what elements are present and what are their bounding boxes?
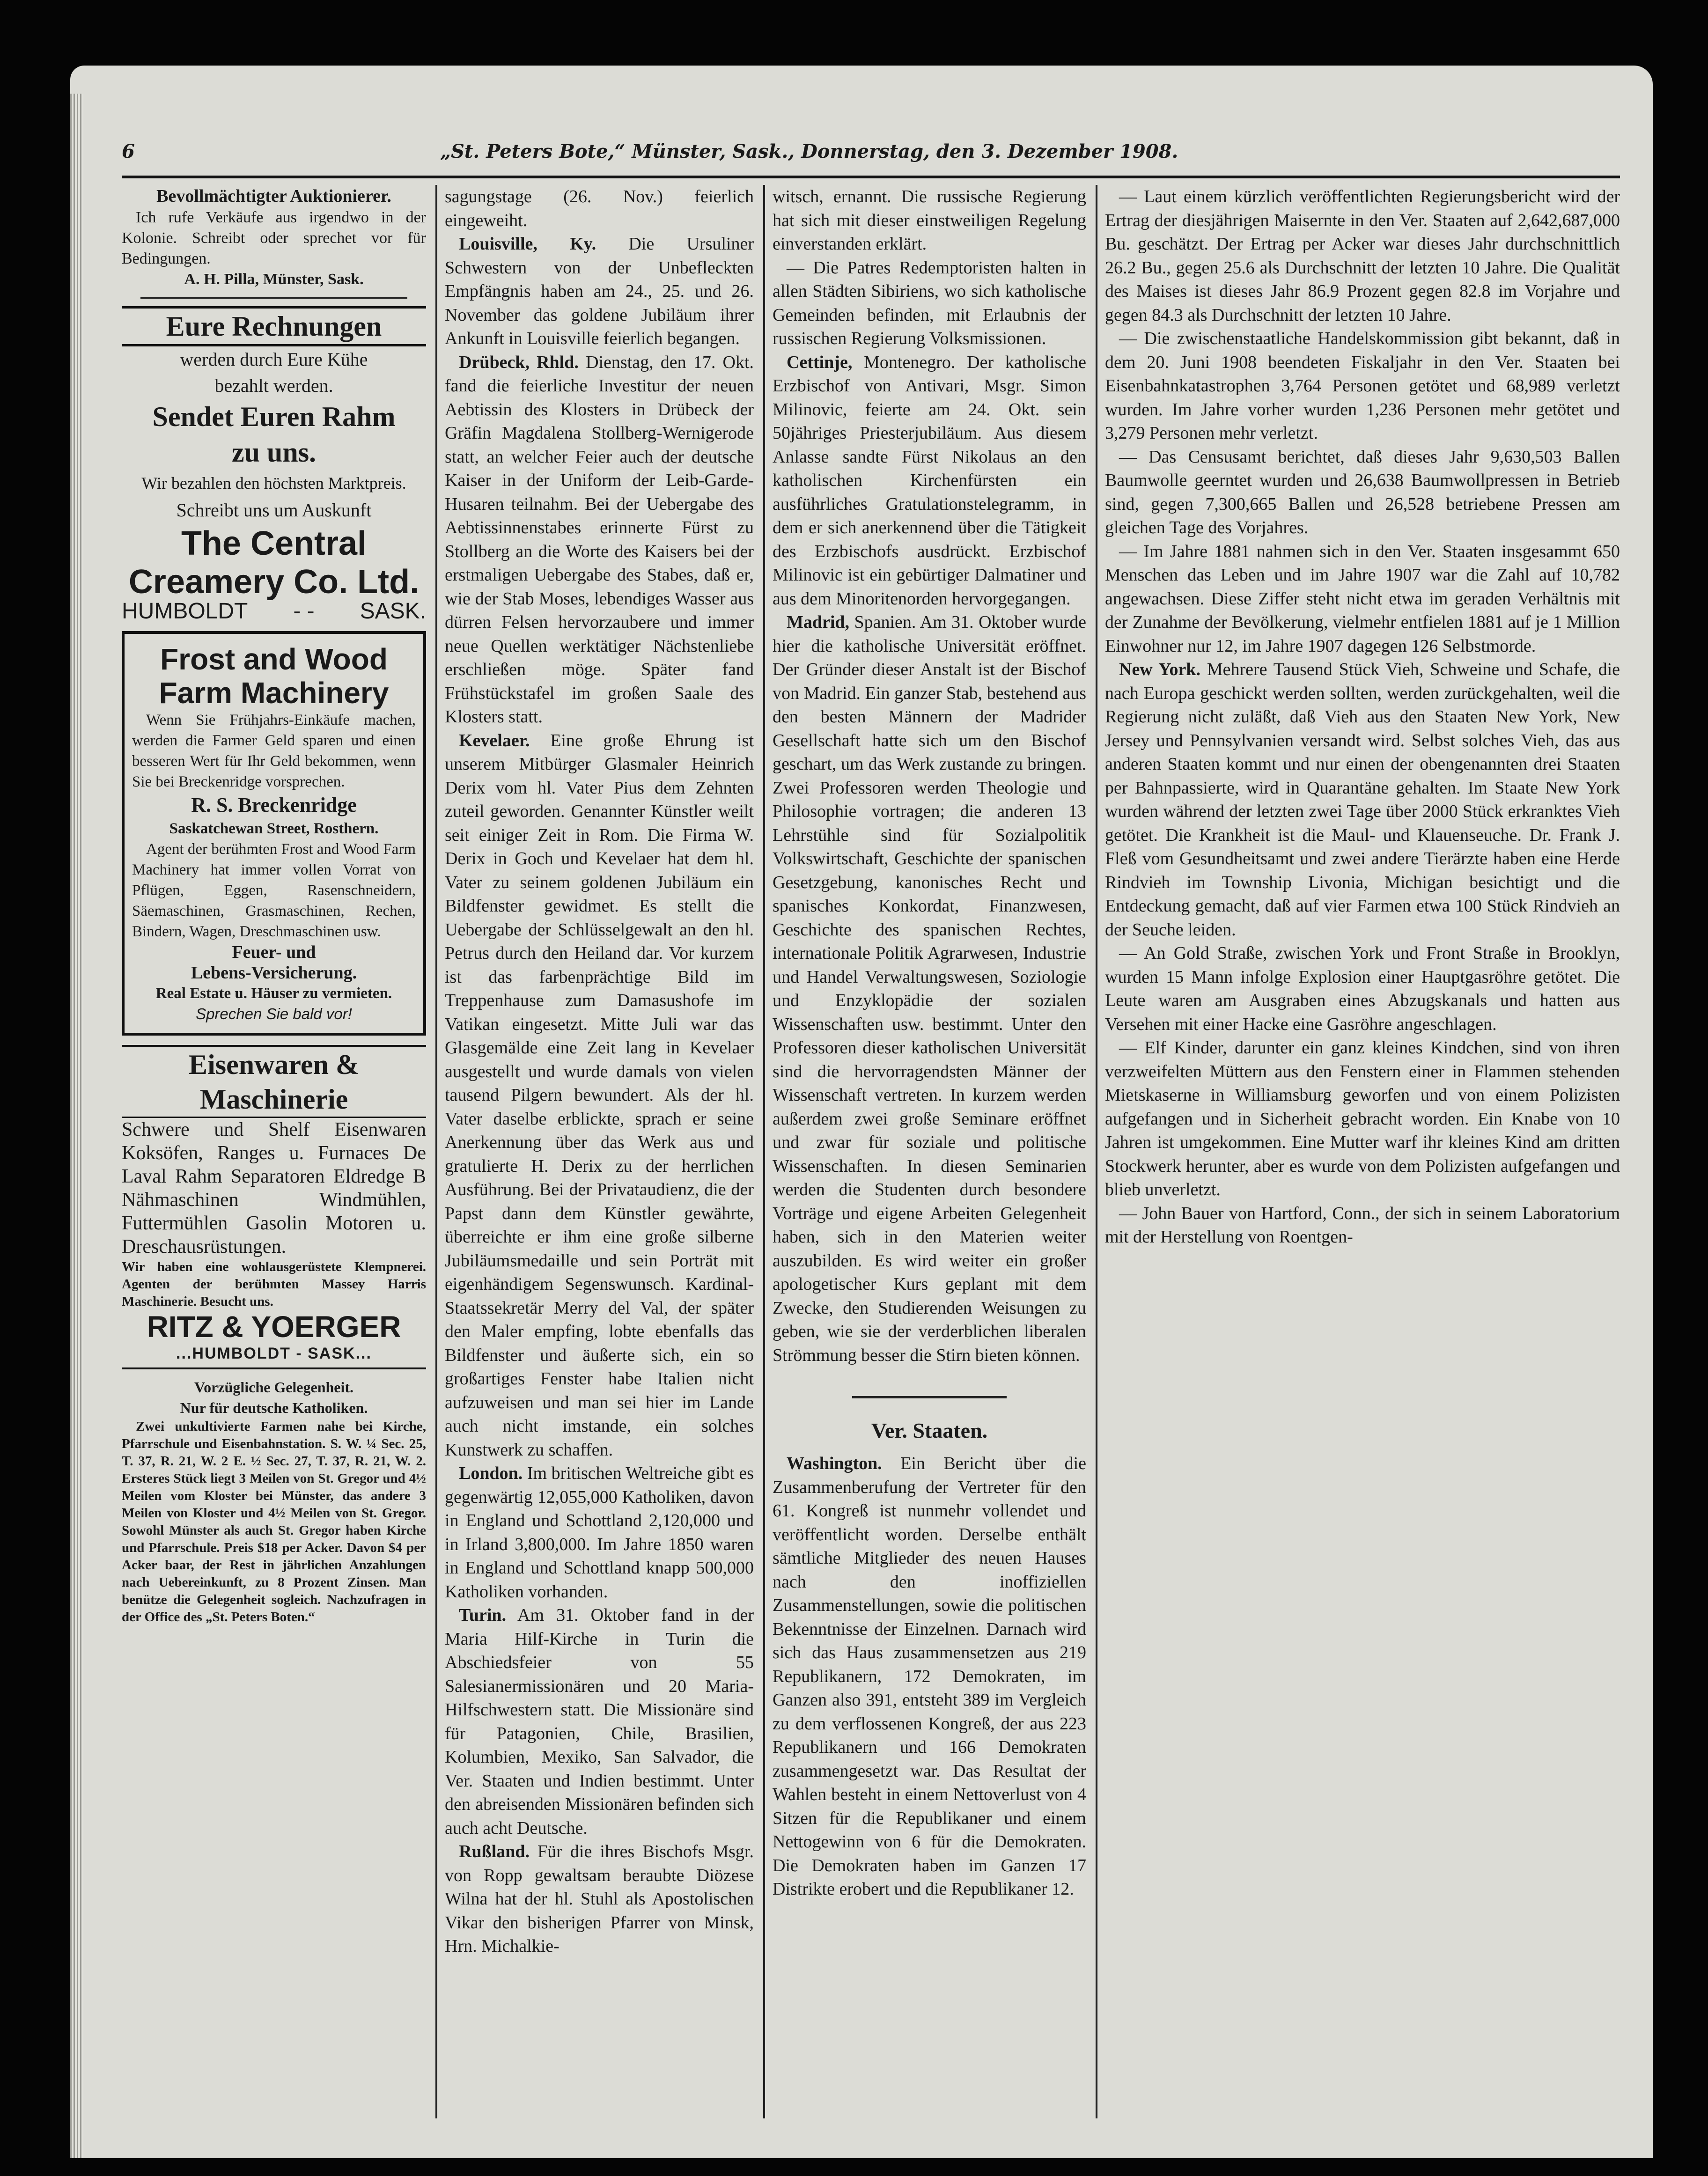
article-continuation: witsch, ernannt. Die russische Regierung hat sich mit dieser einstweiligen Regelung einverstanden erklärt. (773, 187, 1086, 254)
article-madrid (773, 610, 1086, 1367)
article-cettinje (773, 351, 1086, 611)
frost-wood-ad-visit: Sprechen Sie bald vor! (196, 1005, 352, 1022)
book-page-edges (70, 94, 83, 2158)
dateline: Rußland. (459, 1842, 530, 1861)
frost-wood-ad-real-estate: Real Estate u. Häuser zu vermieten. (155, 985, 392, 1002)
creamery-ad-location (122, 601, 426, 622)
article-text: Im britischen Weltreiche gibt es gegenwärtig 12,055,000 Katholiken, davon in England und Schottland 2,120,000 und in Irland 3,800,000. Im Jahre 1850 waren in England und Schottland knapp 500,000 Katholiken vorhanden. (445, 1463, 754, 1602)
column-divider (763, 185, 765, 2118)
news-column-4 (1105, 185, 1620, 2118)
article-continuation: sagungstage (26. Nov.) feierlich eingeweiht. (445, 187, 754, 230)
article-louisville (445, 232, 754, 351)
creamery-ad-city: HUMBOLDT (122, 599, 248, 624)
article-kevelaer (445, 729, 754, 1462)
creamery-ad-headline: zu uns. (231, 437, 317, 468)
dateline: Cettinje, (787, 352, 853, 372)
hardware-ad-body: Schwere und Shelf Eisenwaren Koksöfen, Ranges u. Furnaces De Laval Rahm Separatoren Eldredge B Nähmaschinen Windmühlen, Futtermühlen Gasolin Motoren u. Dreschausrüstungen. (122, 1119, 426, 1257)
article-russland (445, 1840, 754, 1958)
dateline: Madrid, (787, 612, 850, 632)
frost-wood-ad-insurance: Feuer- und (232, 942, 316, 962)
article-selbstmorde: — Im Jahre 1881 nahmen sich in den Ver. Staaten insgesammt 650 Menschen das Leben und im Jahre 1907 war die Zahl auf 10,782 angewachsen. Diese Ziffer steht nicht etwa im geraden Verhältnis mit der Zunahme der Bevölkerung, vielmehr entfielen 1881 auf je 1 Million Einwohner nur 12, im Jahre 1907 dagegen 126 Selbstmorde. (1105, 541, 1620, 656)
hardware-ad-city: ...HUMBOLDT - SASK... (122, 1343, 426, 1369)
creamery-ad (122, 306, 426, 622)
article-text: Am 31. Oktober fand in der Maria Hilf-Kirche in Turin die Abschiedsfeier von 55 Salesianermissionären und 20 Maria-Hilfschwestern statt. Die Missionäre sind für Patagonien, Chile, Brasilien, Kolumbien, Mexiko, San Salvador, die Ver. Staaten und Indien bestimmt. Unter den abreisenden Missionären befinden sich auch acht Deutsche. (445, 1605, 754, 1838)
frost-wood-ad-intro: Wenn Sie Frühjahrs-Einkäufe machen, werden die Farmer Geld sparen und einen besseren Wert für Ihr Geld bekommen, wenn Sie bei Breckenridge vorsprechen. (132, 712, 416, 790)
article-text: Dienstag, den 17. Okt. fand die feierliche Investitur der neuen Aebtissin des Klosters in Drübeck der Gräfin Magdalena Stollberg-Wernigerode statt, an welcher Feier auch der deutsche Kaiser in der Uniform der Leib-Garde-Husaren teilnahm. Bei der Uebergabe des Aebtissinnenstabes erinnerte Fürst zu Stollberg an die Worte des Kaisers bei der erstmaligen Uebergabe des Stabes, daß er, wie der Stab Moses, lebendiges Wasser aus dürren Felsen hervorzaubere und immer neue Quellen werktätiger Nächstenliebe erschließen möge. Später fand Frühstückstafel im großen Saale des Klosters statt. (445, 352, 754, 727)
article-text: Montenegro. Der katholische Erzbischof von Antivari, Msgr. Simon Milinovic, feierte am 24. Okt. sein 50jähriges Priesterjubiläum. Aus diesem Anlasse sandte Fürst Nikolaus an den katholischen Kirchenfürsten ein ausführliches Gratulationstelegramm, in dem er sich anerkennend über die Tätigkeit des Erzbischofs ausdrückt. Erzbischof Milinovic ist ein gebürtiger Dalmatiner und aus dem Minoritenorden hervorgegangen. (773, 352, 1086, 609)
farm-offer-title: Vorzügliche Gelegenheit. (194, 1379, 354, 1396)
creamery-ad-line: Wir bezahlen den höchsten Marktpreis. (141, 474, 406, 493)
creamery-ad-title: Eure Rechnungen (122, 306, 426, 346)
article-text: Ein Bericht über die Zusammenberufung der Vertreter für den 61. Kongreß ist nunmehr vollendet und veröffentlicht worden. Derselbe enthält sämtliche Mitglieder des neuen Hauses nach den inoffiziellen Zusammenstellungen, sowie die politischen Bekenntnisse der Einzelnen. Darnach wird sich das Haus zusammensetzen aus 219 Republikanern, 172 Demokraten, im Ganzen also 391, entsteht 389 im Vergleich zu dem verflossenen Kongreß, der aus 223 Republikanern und 166 Demokraten zusammengesetzt war. Das Resultat der Wahlen besteht in einem Nettoverlust von 4 Sitzen für die Republikaner und einem Nettogewinn von 6 für die Demokraten. Die Demokraten haben im Ganzen 17 Distrikte erobert und die Republikaner 12. (773, 1454, 1086, 1899)
column-divider (435, 185, 437, 2118)
hardware-ad-firm: RITZ & YOERGER (147, 1310, 401, 1344)
article-text: Mehrere Tausend Stück Vieh, Schweine und Schafe, die nach Europa geschickt werden sollten, werden zurückgehalten, weil die Regierung nicht zuläßt, daß Vieh aus den Staaten New York, New Jersey und Pennsylvanien versandt wird. Selbst solches Vieh, das aus anderen Staaten kommt und nur einen der obengenannten drei Staaten per Bahnpassierte, wird in Quarantäne gehalten. Im Staate New York wurden während der letzten zwei Tage über 2000 Stück erkranktes Vieh getötet. Die Krankheit ist die Maul- und Klauenseuche. Dr. Frank J. Fleß vom Gesundheitsamt und zwei andere Tierärzte haben eine Herde Rindvieh im Township Livonia, Michigan besichtigt und die Entdeckung gemacht, daß auf vier Farmen etwa 100 Stück Rindvieh an der Seuche leiden. (1105, 660, 1620, 940)
frost-wood-ad-title: Frost and Wood Farm Machinery (159, 642, 389, 710)
article-handelskommission: — Die zwischenstaatliche Handelskommission gibt bekannt, daß in dem 20. Juni 1908 beendeten Fiskaljahr in den Ver. Staaten bei Eisenbahnkatastrophen 3,764 Personen getötet und 68,989 verletzt wurden. Im Jahre vorher wurden 1,236 Personen mehr getötet und 3,279 Personen mehr verletzt. (1105, 329, 1620, 443)
dateline: Kevelaer. (459, 730, 530, 750)
page-number: 6 (122, 140, 135, 162)
auctioneer-ad-signature: A. H. Pilla, Münster, Sask. (184, 271, 364, 288)
farm-offer-ad (122, 1377, 426, 1626)
creamery-ad-line: werden durch Eure Kühe (180, 349, 368, 370)
newspaper-page (70, 66, 1653, 2158)
hardware-ad (122, 1045, 426, 1369)
article-druebeck (445, 351, 754, 729)
article-redemptoristen: — Die Patres Redemptoristen halten in allen Städten Sibiriens, wo sich katholische Gemeinden befinden, mit Erlaubnis der russischen Regierung Volksmissionen. (773, 257, 1086, 348)
hardware-ad-note: Wir haben eine wohlausgerüstete Klempnerei. Agenten der berühmten Massey Harris Maschinerie. Besucht uns. (122, 1259, 426, 1309)
dateline: Washington. (787, 1454, 882, 1473)
farm-offer-body: Zwei unkultivierte Farmen nahe bei Kirche, Pfarrschule und Eisenbahnstation. S. W. ¼ Sec. 25, T. 37, R. 21, W. 2 E. ½ Sec. 27, T. 37, R. 21, W. 2. Ersteres Stück liegt 3 Meilen von St. Gregor und 4½ Meilen vom Kloster bei Münster, das andere 3 Meilen von Kloster und 4½ Meilen von St. Gregor. Sowohl Münster als auch St. Gregor haben Kirche und Pfarrschule. Preis $18 per Acker. Davon $4 per Acker baar, der Rest in jährlichen Anzahlungen nach Uebereinkunft, zu 8 Prozent Zinsen. Man benütze die Gelegenheit sogleich. Nachzufragen in der Office des „St. Peters Boten.“ (122, 1419, 426, 1625)
ads-column (122, 185, 426, 2118)
creamery-ad-headline: Sendet Euren Rahm (152, 401, 396, 432)
creamery-ad-dash: - - (293, 599, 315, 624)
news-column-2 (445, 185, 754, 2118)
dateline: Turin. (459, 1605, 507, 1625)
article-text: Für die ihres Bischofs Msgr. von Ropp gewaltsam beraubte Diözese Wilna hat der hl. Stuhl als Apostolischen Vikar den bisherigen Pfarrer von Minsk, Hrn. Michalkie- (445, 1842, 754, 1956)
farm-offer-subtitle: Nur für deutsche Katholiken. (180, 1399, 368, 1416)
page-header (122, 140, 1620, 169)
article-hartford: — John Bauer von Hartford, Conn., der sich in seinem Laboratorium mit der Herstellung von Roentgen- (1105, 1203, 1620, 1247)
frost-wood-ad-name: R. S. Breckenridge (191, 794, 357, 816)
article-turin (445, 1603, 754, 1840)
article-new-york (1105, 658, 1620, 941)
dateline: Louisville, Ky. (459, 234, 596, 254)
dateline: Drübeck, Rhld. (459, 352, 579, 372)
article-census: — Das Censusamt berichtet, daß dieses Jahr 9,630,503 Ballen Baumwolle geerntet wurden und 26,638 Baumwollpressen in Betrieb sind, gegen 7,300,665 Ballen und 26,528 betriebene Pressen am gleichen Tage des Vorjahres. (1105, 447, 1620, 537)
article-washington (773, 1452, 1086, 1901)
news-column-3 (773, 185, 1086, 2118)
article-williamsburg: — Elf Kinder, darunter ein ganz kleines Kindchen, sind von ihren verzweifelten Müttern aus den Fenstern einer in Flammen stehenden Mietskaserne in Williamsburg geworfen und von einem Polizisten aufgefangen und in Sicherheit gebracht worden. Ein Knabe von 10 Jahren ist umgekommen. Eine Mutter warf ihr kleines Kind am dritten Stockwerk herunter, aber es wurde von dem Polizisten aufgefangen und blieb unverletzt. (1105, 1038, 1620, 1199)
creamery-ad-company: Creamery Co. Ltd. (128, 563, 420, 601)
hardware-ad-title: Eisenwaren & Maschinerie (122, 1045, 426, 1118)
dateline: London. (459, 1463, 523, 1483)
article-text: Eine große Ehrung ist unserem Mitbürger Glasmaler Heinrich Derix vom hl. Vater Pius dem Zehnten zuteil geworden. Genannter Künstler weilt seit einiger Zeit in Rom. Die Firma W. Derix in Goch und Kevelaer hat dem hl. Vater zu seinem goldenen Jubiläum ein Bildfenster gewidmet. Es stellt die Uebergabe der Schlüsselgewalt an den hl. Petrus durch den Heiland dar. Vor kurzem ist das farbenprächtige Bild im Treppenhause zum Damasushofe im Vatikan eingesetzt. Mitte Juli war das Glasgemälde eine Zeit lang in Kevelaer ausgestellt und wurde damals von vielen tausend Pilgern bewundert. Als der hl. Vater daselbe erblickte, sprach er seine Anerkennung über das Werk aus und gratulierte H. Derix zu der herrlichen Ausführung. Bei der Privataudienz, die der Papst dann dem Künstler gewährte, überreichte er ihm eine große silberne Jubiläumsmedaille und sein Porträt mit eigenhändigem Segenswunsch. Kardinal-Staatssekretär Merry del Val, der später den Maler empfing, lobte ebenfalls das Bildfenster und äußerte sich, ein so großartiges Fenster habe Italien nicht aufzuweisen und man sei hier im Lande auch nicht imstande, ein solches Kunstwerk zu schaffen. (445, 730, 754, 1460)
creamery-ad-line: bezahlt werden. (214, 375, 333, 396)
article-brooklyn: — An Gold Straße, zwischen York und Front Straße in Brooklyn, wurden 15 Mann infolge Explosion einer Hauptgasröhre getötet. Die Leute waren am Ausgraben eines Abzugskanals und hatten aus Versehen mit einer Hacke eine Gasröhre angeschlagen. (1105, 943, 1620, 1034)
header-rule (122, 176, 1620, 178)
dateline: New York. (1119, 660, 1200, 679)
frost-wood-ad-insurance: Lebens-Versicherung. (191, 963, 357, 983)
auctioneer-ad-title: Bevollmächtigter Auktionierer. (156, 186, 391, 206)
frost-wood-ad (122, 631, 426, 1036)
article-mais: — Laut einem kürzlich veröffentlichten Regierungsbericht wird der Ertrag der diesjährigen Maisernte in den Ver. Staaten auf 2,642,687,000 Bu. geschätzt. Der Ertrag per Acker war dieses Jahr durchschnittlich 26.2 Bu., gegen 25.6 als Durchschnitt der letzten 10 Jahre. Die Qualität des Maises ist dieses Jahr 86.9 Prozent gegen 82.8 im Vorjahre und gegen 84.3 als Durchschnitt der letzten 10 Jahre. (1105, 187, 1620, 325)
frost-wood-ad-address: Saskatchewan Street, Rosthern. (169, 820, 379, 837)
article-text: Die Ursuliner Schwestern von der Unbefleckten Empfängnis haben am 24., 25. und 26. November das goldene Jubiläum ihrer Ankunft in Louisville feierlich begangen. (445, 234, 754, 348)
section-heading: Ver. Staaten. (871, 1418, 988, 1442)
section-ornament (773, 1381, 1086, 1405)
masthead-line: „St. Peters Bote,“ Münster, Sask., Donnerstag, den 3. Dezember 1908. (440, 140, 1178, 162)
creamery-ad-company: The Central (181, 525, 367, 562)
creamery-ad-line: Schreibt uns um Auskunft (176, 500, 372, 521)
ad-separator (140, 297, 407, 299)
frost-wood-ad-body: Agent der berühmten Frost and Wood Farm Machinery hat immer vollen Vorrat von Pflügen, Eggen, Rasenschneidern, Säemaschinen, Grasmaschinen, Rechen, Bindern, Wagen, Dreschmaschinen usw. (132, 841, 416, 940)
column-divider (1096, 185, 1097, 2118)
auctioneer-ad-body: Ich rufe Verkäufe aus irgendwo in der Kolonie. Schreibt oder sprechet vor für Bedingungen. (122, 209, 426, 267)
creamery-ad-province: SASK. (360, 599, 426, 624)
article-text: Spanien. Am 31. Oktober wurde hier die katholische Universität eröffnet. Der Gründer dieser Anstalt ist der Bischof von Madrid. Ein ganzer Stab, bestehend aus den besten Männern der Madrider Gesellschaft hatte sich um den Bischof geschart, um das Werk zustande zu bringen. Zwei Professoren werden Theologie und Philosophie vortragen; die anderen 13 Lehrstühle sind für Sozialpolitik Volkswirtschaft, Geschichte der spanischen Gesetzgebung, kanonisches Recht und spanisches Konkordat, Finanzwesen, Geschichte des spanischen Rechtes, internationale Politik Agrarwesen, Industrie und Handel Verwaltungswesen, Soziologie und Enzyklopädie der sozialen Wissenschaften usw. bestimmt. Unter den Professoren dieser katholischen Universität sind die hervorragendsten Männer der Wissenschaft vertreten. In kurzem werden außerdem zwei große Seminare eröffnet und zwar für soziale und politische Wissenschaften. In diesen Seminarien werden die Studenten durch besondere Vorträge und eigene Arbeiten Gelegenheit haben, sich in den Materien weiter auszubilden. Es wird weiter ein großer apologetischer Kurs geplant mit dem Zwecke, den Studierenden Weisungen zu geben, wie sie der verderblichen liberalen Strömmung besser die Stirn bieten können. (773, 612, 1086, 1365)
article-london (445, 1462, 754, 1603)
